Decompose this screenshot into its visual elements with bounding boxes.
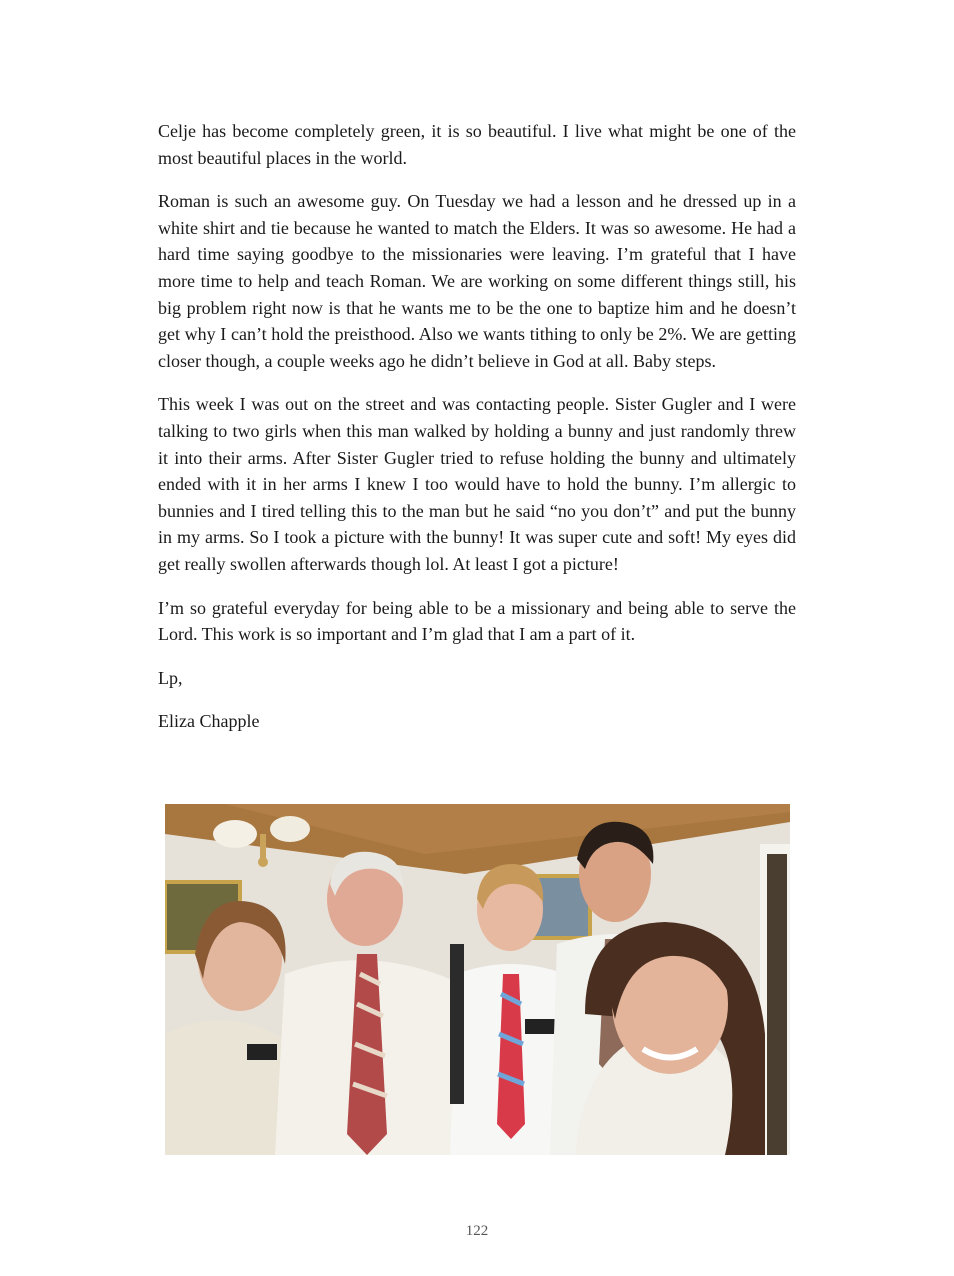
- closing-salutation: Lp,: [158, 667, 183, 688]
- paragraph-gratitude: I’m so grateful everyday for being able to be a missionary and being able to serve the Lord. This work is so important and I’m glad that I am a part of it.: [158, 597, 796, 645]
- group-photo: [165, 804, 790, 1155]
- letter-body: [158, 118, 796, 752]
- page-number: 122: [465, 1223, 489, 1239]
- paragraph-celje: Celje has become completely green, it is so beautiful. I live what might be one of the most beautiful places in the world.: [158, 121, 796, 168]
- paragraph-bunny: This week I was out on the street and was contacting people. Sister Gugler and I were talking to two girls when this man walked by holding a bunny and just randomly threw it into their arms. After Sister Gugler tried to refuse holding the bunny and ultimately ended with it in her arms I knew I too would have to hold the bunny. I’m allergic to bunnies and I tired telling this to the man but he said “no you don’t” and put the bunny in my arms. So I took a picture with the bunny! It was super cute and soft! My eyes did get really swollen afterwards though lol. At least I got a picture!: [158, 394, 796, 574]
- group-photo-illustration: [165, 804, 790, 1155]
- signature: Eliza Chapple: [158, 711, 260, 732]
- paragraph-roman: Roman is such an awesome guy. On Tuesday we had a lesson and he dressed up in a white shirt and tie because he wanted to match the Elders. It was so awesome. He had a hard time saying goodbye to the missionaries were leaving. I’m grateful that I have more time to help and teach Roman. We are working on some different things still, his big problem right now is that he wants me to be the one to baptize him and he doesn’t get why I can’t hold the preisthood. Also we wants tithing to only be 2%. We are getting closer though, a couple weeks ago he didn’t believe in God at all. Baby steps.: [158, 191, 796, 371]
